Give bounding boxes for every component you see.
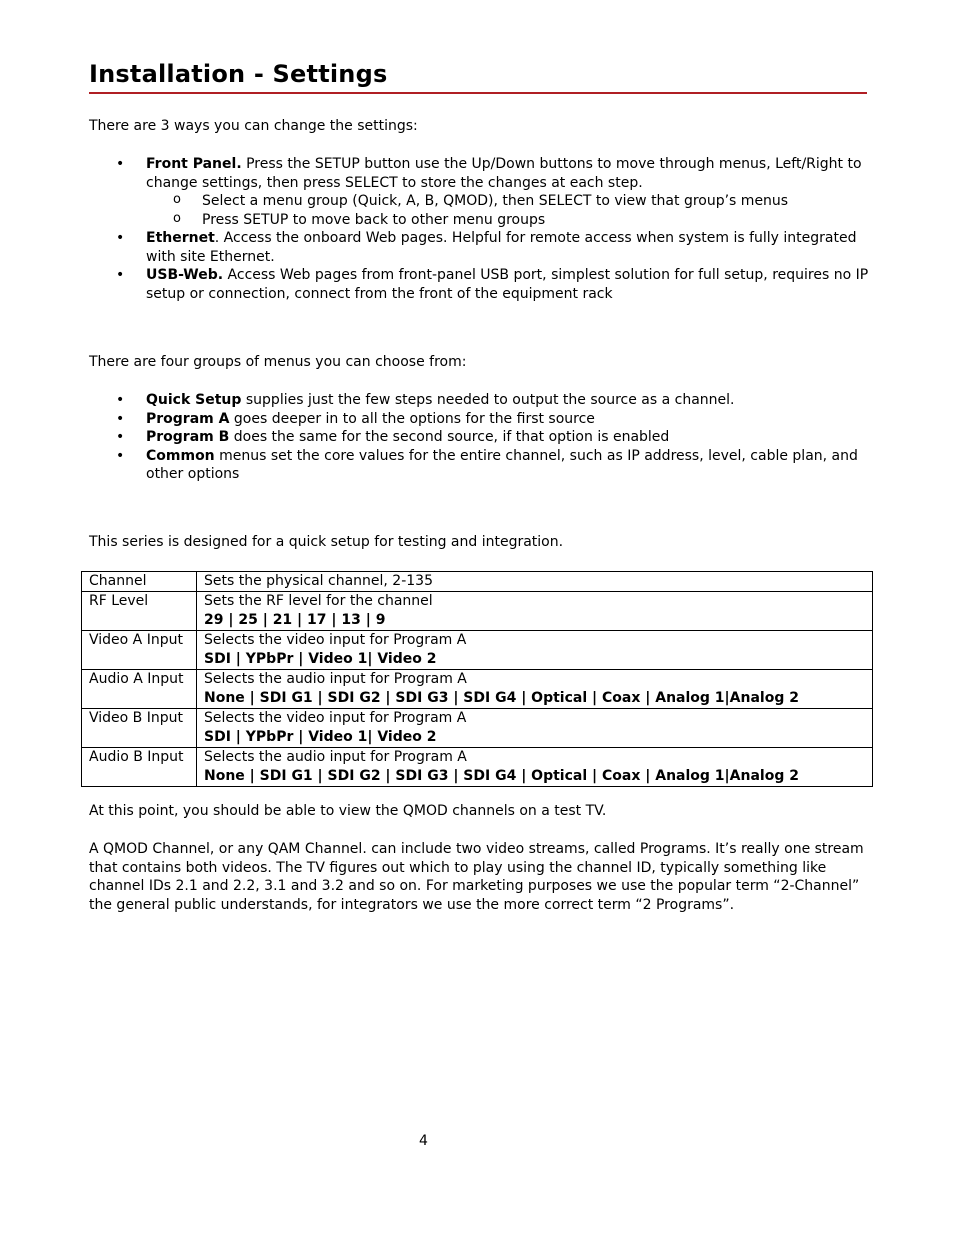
group-label: Quick Setup bbox=[146, 392, 242, 408]
method-label: Front Panel. bbox=[146, 156, 242, 172]
bullet-icon: • bbox=[116, 447, 125, 464]
setting-options: None | SDI G1 | SDI G2 | SDI G3 | SDI G4 | Optical | Coax | Analog 1|Analog 2 bbox=[204, 768, 799, 784]
setting-name: Video B Input bbox=[82, 709, 197, 748]
group-label: Program B bbox=[146, 429, 230, 445]
list-item bbox=[146, 211, 874, 230]
list-item bbox=[89, 391, 874, 410]
setting-desc-cell bbox=[197, 572, 873, 592]
method-text: . Access the onboard Web pages. Helpful for remote access when system is fully integrated with site Ethernet. bbox=[146, 230, 857, 265]
groups-intro-text: There are four groups of menus you can choose from: bbox=[89, 354, 467, 370]
series-intro-text: This series is designed for a quick setup for testing and integration. bbox=[89, 534, 564, 550]
setting-desc: Selects the audio input for Program A bbox=[204, 671, 467, 687]
bullet-icon: • bbox=[116, 267, 125, 283]
quick-setup-table bbox=[81, 571, 873, 787]
sub-item-text: Press SETUP to move back to other menu groups bbox=[202, 211, 546, 228]
intro-text: There are 3 ways you can change the settings: bbox=[89, 118, 418, 134]
list-item bbox=[89, 229, 874, 266]
circle-bullet-icon: o bbox=[173, 192, 181, 207]
method-text: Access Web pages from front-panel USB port, simplest solution for full setup, requires no IP setup or connection, connect from the front of the equipment rack bbox=[146, 267, 869, 302]
setting-desc: Selects the video input for Program A bbox=[204, 710, 467, 726]
setting-options: SDI | YPbPr | Video 1| Video 2 bbox=[204, 651, 437, 667]
list-item bbox=[89, 447, 874, 484]
setting-name: Audio A Input bbox=[82, 670, 197, 709]
list-item bbox=[89, 410, 874, 429]
list-item bbox=[89, 428, 874, 447]
setting-desc: Sets the RF level for the channel bbox=[204, 593, 433, 609]
group-label: Program A bbox=[146, 410, 230, 427]
setting-name: Audio B Input bbox=[82, 748, 197, 787]
bullet-icon: • bbox=[116, 392, 125, 408]
page-title: Installation - Settings bbox=[89, 60, 388, 88]
table-row bbox=[82, 709, 873, 748]
setting-name: RF Level bbox=[82, 592, 197, 631]
settings-methods-list bbox=[89, 155, 874, 303]
list-item bbox=[146, 192, 874, 211]
setting-desc: Sets the physical channel, 2-135 bbox=[204, 573, 433, 589]
sub-item-text: Select a menu group (Quick, A, B, QMOD), then SELECT to view that group’s menus bbox=[202, 193, 789, 209]
setting-desc-cell bbox=[197, 631, 873, 670]
table-row bbox=[82, 572, 873, 592]
table-row bbox=[82, 670, 873, 709]
setting-desc: Selects the video input for Program A bbox=[204, 632, 467, 648]
setting-name: Channel bbox=[82, 572, 197, 592]
method-label: Ethernet bbox=[146, 230, 215, 246]
table-row bbox=[82, 748, 873, 787]
group-text: goes deeper in to all the options for the first source bbox=[229, 410, 595, 427]
setting-options: 29 | 25 | 21 | 17 | 13 | 9 bbox=[204, 612, 386, 628]
setting-desc-cell bbox=[197, 709, 873, 748]
group-text: supplies just the few steps needed to output the source as a channel. bbox=[241, 392, 735, 408]
list-item bbox=[89, 155, 874, 229]
qmod-paragraph: A QMOD Channel, or any QAM Channel. can include two video streams, called Programs. It’s really one stream that contains both videos. The TV figures out which to play using the channel ID, typically something like channel IDs 2.1 and 2.2, 3.1 and 3.2 and so on. For marketing purposes we use the popular term “2-Channel” the general public understands, for integrators we use the more correct term “2 Programs”. bbox=[89, 841, 864, 913]
setting-desc-cell bbox=[197, 748, 873, 787]
setting-name: Video A Input bbox=[82, 631, 197, 670]
setting-desc-cell bbox=[197, 670, 873, 709]
circle-bullet-icon: o bbox=[173, 210, 181, 226]
table-row bbox=[82, 592, 873, 631]
bullet-icon: • bbox=[116, 410, 125, 427]
after-table-text: At this point, you should be able to view the QMOD channels on a test TV. bbox=[89, 803, 607, 819]
bullet-icon: • bbox=[116, 156, 125, 172]
front-panel-sublist bbox=[146, 192, 874, 229]
menu-groups-list bbox=[89, 391, 874, 484]
setting-options: None | SDI G1 | SDI G2 | SDI G3 | SDI G4 | Optical | Coax | Analog 1|Analog 2 bbox=[204, 690, 799, 706]
page-number: 4 bbox=[419, 1133, 428, 1149]
setting-desc: Selects the audio input for Program A bbox=[204, 749, 467, 765]
bullet-icon: • bbox=[116, 429, 125, 445]
group-text: does the same for the second source, if that option is enabled bbox=[229, 429, 670, 445]
method-text: Press the SETUP button use the Up/Down buttons to move through menus, Left/Right to change settings, then press SELECT to store the changes at each step. bbox=[146, 156, 862, 191]
bullet-icon: • bbox=[116, 230, 125, 246]
setting-desc-cell bbox=[197, 592, 873, 631]
setting-options: SDI | YPbPr | Video 1| Video 2 bbox=[204, 729, 437, 745]
group-text: menus set the core values for the entire channel, such as IP address, level, cable plan, and other options bbox=[146, 447, 858, 482]
title-underline bbox=[89, 92, 867, 94]
method-label: USB-Web. bbox=[146, 267, 224, 283]
list-item bbox=[89, 266, 874, 303]
table-row bbox=[82, 631, 873, 670]
group-label: Common bbox=[146, 447, 215, 464]
